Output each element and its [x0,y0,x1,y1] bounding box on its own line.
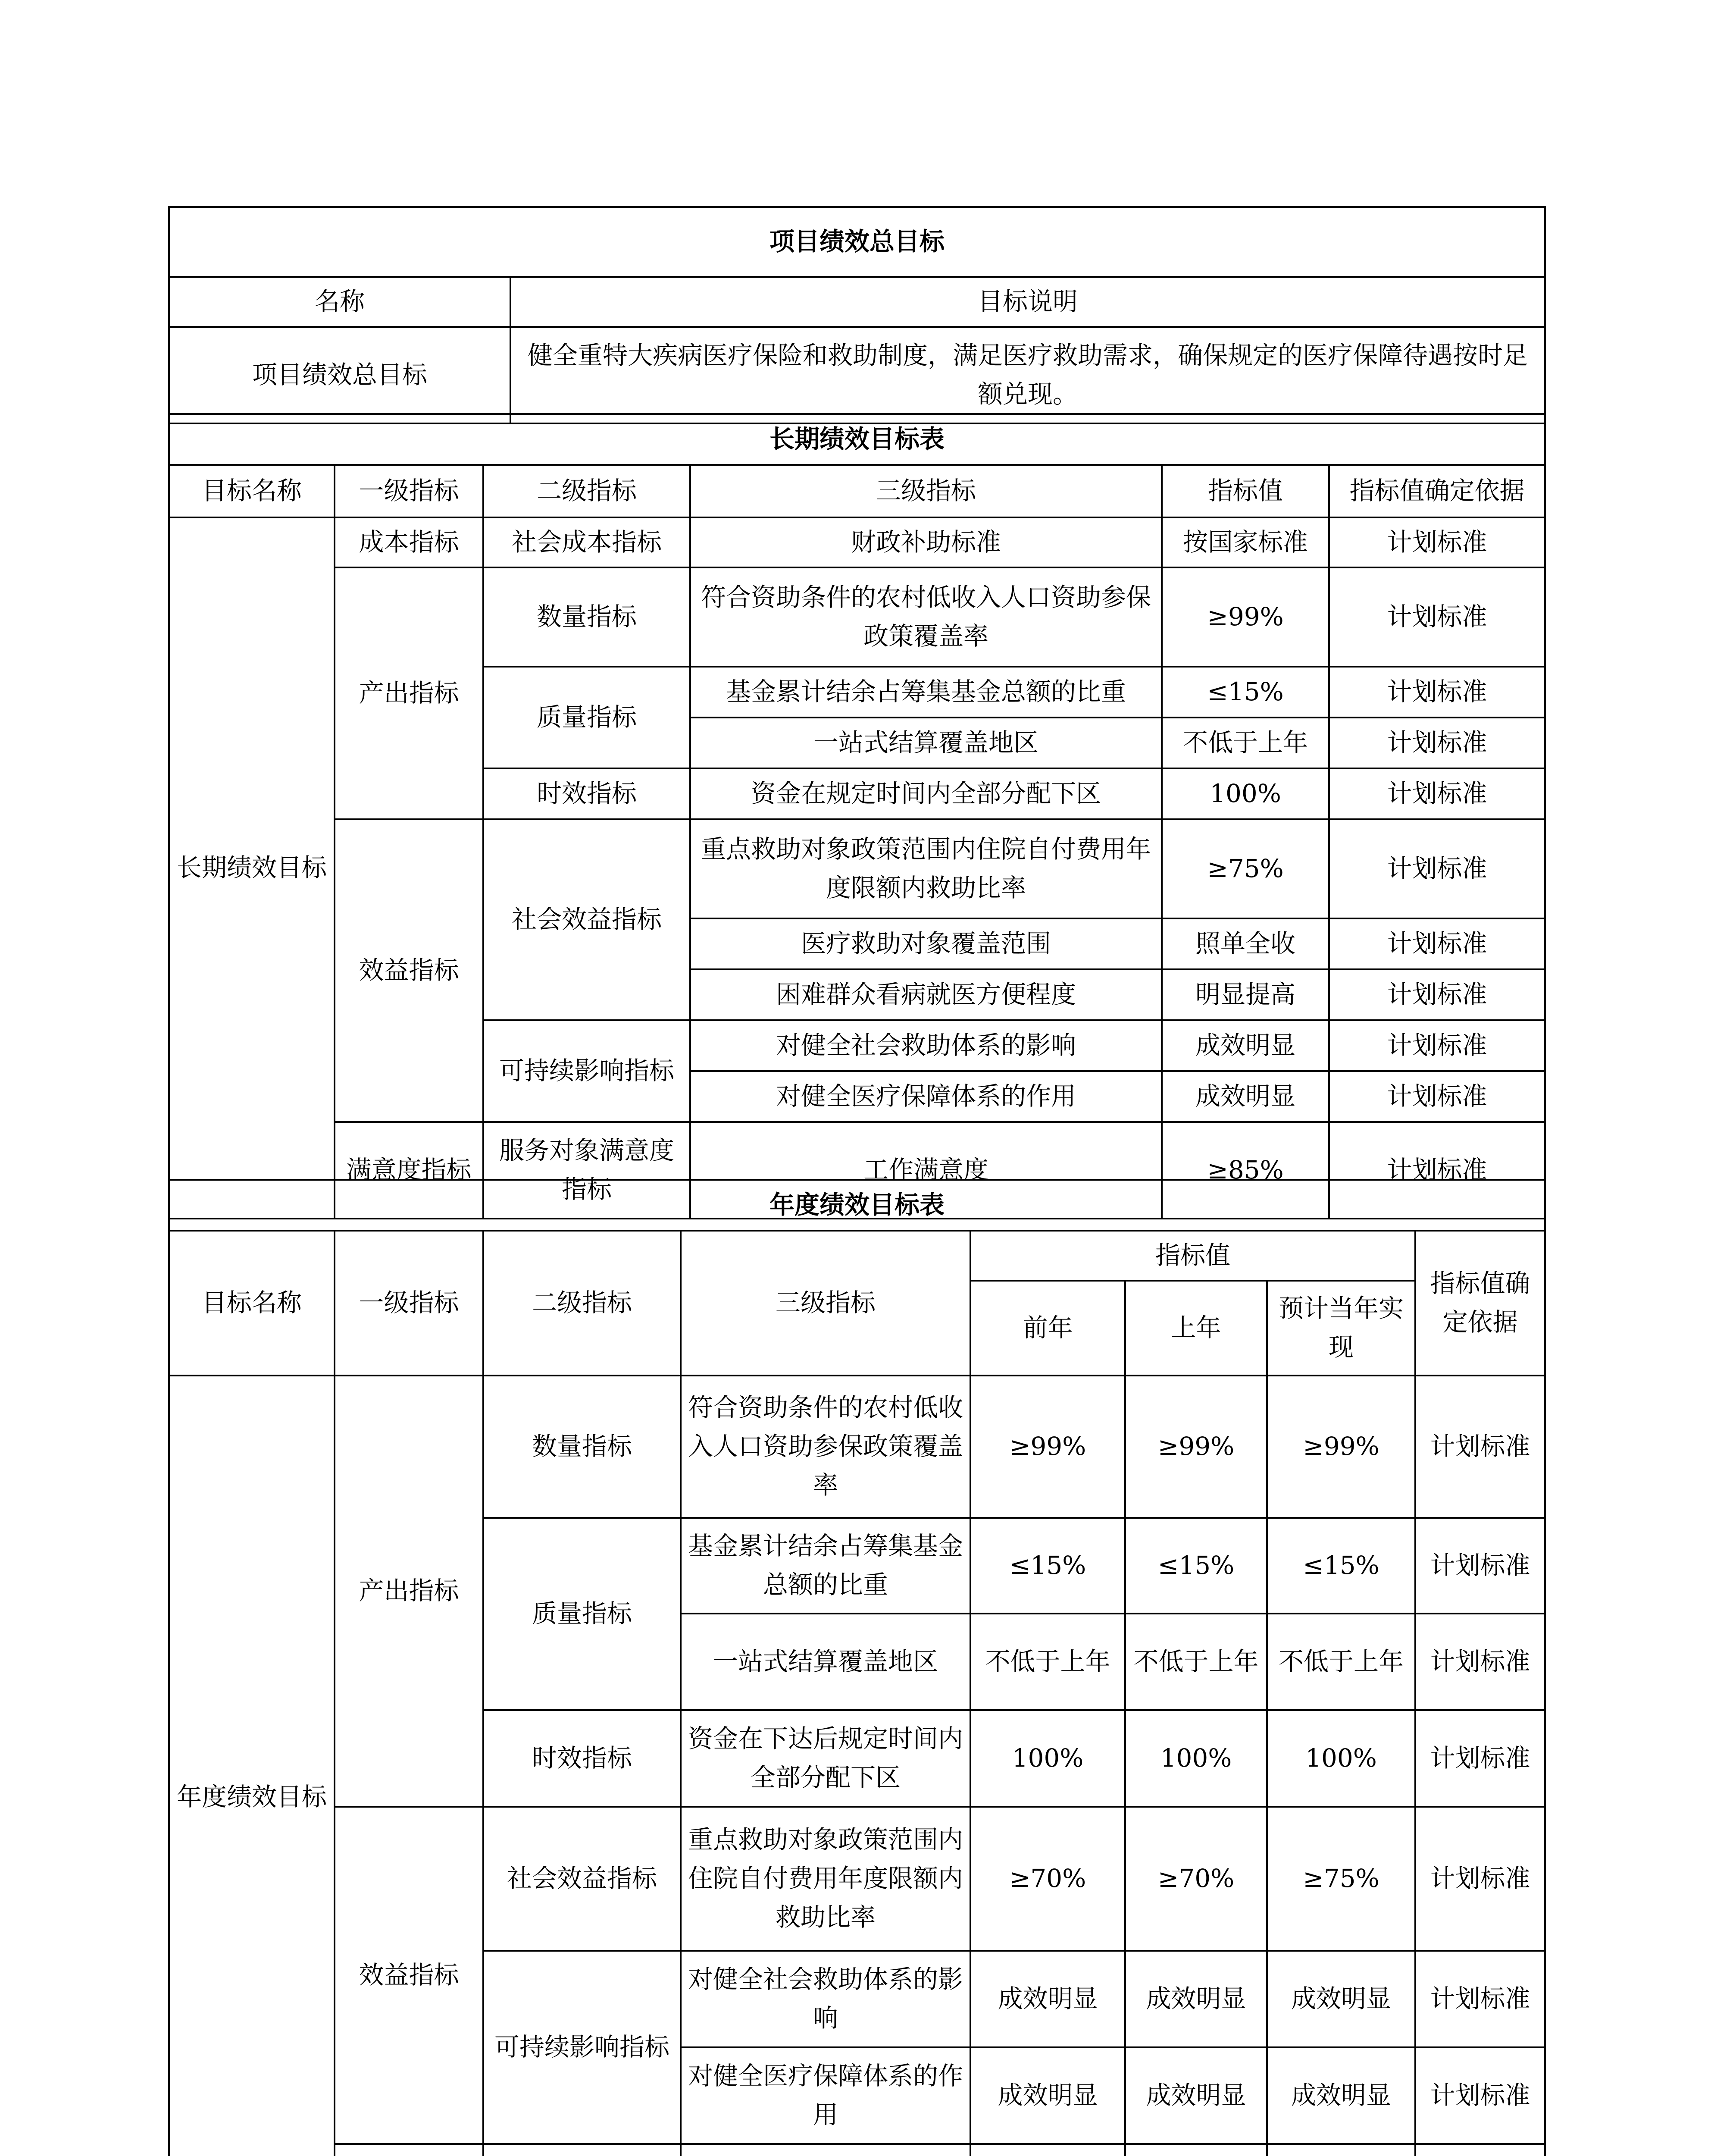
level3-cell: 重点救助对象政策范围内住院自付费用年度限额内救助比率 [681,1807,970,1951]
level2-cell: 数量指标 [483,567,690,667]
level3-cell: 重点救助对象政策范围内住院自付费用年度限额内救助比率 [690,819,1162,918]
table-row [169,1807,1545,1951]
value-cell: 照单全收 [1162,918,1329,969]
value-cell: ≥75% [1162,819,1329,918]
table-row [169,567,1545,667]
summary-title: 项目绩效总目标 [169,207,1545,277]
basis-cell: 计划标准 [1329,819,1545,918]
current-cell: 不低于上年 [1267,1614,1415,1710]
annual-table [168,1179,1546,2156]
prev-cell: 成效明显 [970,1951,1125,2047]
level3-cell: 对健全医疗保障体系的作用 [681,2047,970,2144]
prev-cell: 成效明显 [970,2047,1125,2144]
basis-cell: 计划标准 [1415,1807,1545,1951]
goal-name-cell: 长期绩效目标 [169,517,335,1219]
level2-cell: 数量指标 [483,1376,681,1518]
header-value: 指标值 [1162,465,1329,517]
value-cell: 明显提高 [1162,969,1329,1020]
header-level2: 二级指标 [483,465,690,517]
annual-title: 年度绩效目标表 [169,1180,1545,1231]
prev-cell [970,2144,1125,2156]
basis-cell: 计划标准 [1415,1710,1545,1807]
level2-cell [483,2144,681,2156]
value-cell: ≥85% [1162,1122,1329,1219]
goal-name-cell: 年度绩效目标 [169,1376,335,2156]
header-level1: 一级指标 [335,465,483,517]
level3-cell: 资金在规定时间内全部分配下区 [690,768,1162,819]
level2-cell: 社会效益指标 [483,819,690,1020]
long-term-table [168,413,1546,1219]
current-cell: ≤15% [1267,1518,1415,1614]
basis-cell: 计划标准 [1329,667,1545,718]
basis-cell: 计划标准 [1329,517,1545,567]
prev-cell: 100% [970,1710,1125,1807]
value-cell: ≤15% [1162,667,1329,718]
last-cell [1125,2144,1267,2156]
header-level2: 二级指标 [483,1231,681,1376]
basis-cell: 计划标准 [1415,1376,1545,1518]
current-cell: ≥99% [1267,1376,1415,1518]
basis-cell: 计划标准 [1329,567,1545,667]
level2-cell: 时效指标 [483,768,690,819]
value-cell: 不低于上年 [1162,718,1329,768]
prev-cell: ≤15% [970,1518,1125,1614]
value-cell: 100% [1162,768,1329,819]
level1-cell [335,2144,483,2156]
last-cell: 100% [1125,1710,1267,1807]
basis-cell: 计划标准 [1329,718,1545,768]
last-cell: ≥70% [1125,1807,1267,1951]
header-value: 指标值 [970,1231,1415,1281]
prev-cell: ≥70% [970,1807,1125,1951]
level2-cell: 社会成本指标 [483,517,690,567]
level3-cell: 对健全医疗保障体系的作用 [690,1071,1162,1122]
summary-col-name: 名称 [169,277,510,327]
header-goal-name: 目标名称 [169,465,335,517]
basis-cell: 计划标准 [1415,1614,1545,1710]
current-cell [1267,2144,1415,2156]
level3-cell: 基金累计结余占筹集基金总额的比重 [690,667,1162,718]
basis-cell: 计划标准 [1329,1071,1545,1122]
level3-cell [681,2144,970,2156]
basis-cell: 计划标准 [1415,2047,1545,2144]
level2-cell: 可持续影响指标 [483,1951,681,2144]
level2-cell: 社会效益指标 [483,1807,681,1951]
prev-cell: ≥99% [970,1376,1125,1518]
last-cell: 不低于上年 [1125,1614,1267,1710]
summary-row-name: 项目绩效总目标 [169,327,510,423]
basis-cell [1415,2144,1545,2156]
current-cell: ≥75% [1267,1807,1415,1951]
current-cell: 成效明显 [1267,2047,1415,2144]
current-cell: 成效明显 [1267,1951,1415,2047]
value-cell: 按国家标准 [1162,517,1329,567]
last-cell: 成效明显 [1125,2047,1267,2144]
level3-cell: 医疗救助对象覆盖范围 [690,918,1162,969]
header-basis: 指标值确定依据 [1415,1231,1545,1376]
level1-cell: 满意度指标 [335,1122,483,1219]
table-row [169,517,1545,567]
level3-cell: 工作满意度 [690,1122,1162,1219]
level2-cell: 可持续影响指标 [483,1020,690,1122]
header-basis: 指标值确定依据 [1329,465,1545,517]
summary-table [168,206,1546,424]
current-cell: 100% [1267,1710,1415,1807]
table-row [169,2144,1545,2156]
long-term-title: 长期绩效目标表 [169,414,1545,465]
basis-cell: 计划标准 [1329,1122,1545,1219]
last-cell: 成效明显 [1125,1951,1267,2047]
level2-cell: 质量指标 [483,667,690,768]
value-cell: 成效明显 [1162,1071,1329,1122]
level3-cell: 对健全社会救助体系的影响 [681,1951,970,2047]
header-level1: 一级指标 [335,1231,483,1376]
header-level3: 三级指标 [690,465,1162,517]
value-cell: ≥99% [1162,567,1329,667]
level3-cell: 困难群众看病就医方便程度 [690,969,1162,1020]
summary-row-desc: 健全重特大疾病医疗保险和救助制度，满足医疗救助需求，确保规定的医疗保障待遇按时足额兑现。 [510,327,1545,423]
level1-cell: 产出指标 [335,567,483,819]
basis-cell: 计划标准 [1329,1020,1545,1071]
basis-cell: 计划标准 [1329,768,1545,819]
last-cell: ≤15% [1125,1518,1267,1614]
level3-cell: 资金在下达后规定时间内全部分配下区 [681,1710,970,1807]
basis-cell: 计划标准 [1329,918,1545,969]
header-level3: 三级指标 [681,1231,970,1376]
level1-cell: 效益指标 [335,819,483,1122]
level1-cell: 产出指标 [335,1376,483,1807]
table-row [169,819,1545,918]
level3-cell: 一站式结算覆盖地区 [690,718,1162,768]
level3-cell: 一站式结算覆盖地区 [681,1614,970,1710]
table-row [169,1376,1545,1518]
level1-cell: 成本指标 [335,517,483,567]
basis-cell: 计划标准 [1415,1518,1545,1614]
level1-cell: 效益指标 [335,1807,483,2144]
basis-cell: 计划标准 [1329,969,1545,1020]
prev-cell: 不低于上年 [970,1614,1125,1710]
header-last-year: 上年 [1125,1281,1267,1376]
level3-cell: 财政补助标准 [690,517,1162,567]
level3-cell: 符合资助条件的农村低收入人口资助参保政策覆盖率 [690,567,1162,667]
value-cell: 成效明显 [1162,1020,1329,1071]
header-prev-year: 前年 [970,1281,1125,1376]
basis-cell: 计划标准 [1415,1951,1545,2047]
level2-cell: 服务对象满意度指标 [483,1122,690,1219]
summary-col-desc: 目标说明 [510,277,1545,327]
level2-cell: 时效指标 [483,1710,681,1807]
header-current-year: 预计当年实现 [1267,1281,1415,1376]
last-cell: ≥99% [1125,1376,1267,1518]
level2-cell: 质量指标 [483,1518,681,1710]
level3-cell: 符合资助条件的农村低收入人口资助参保政策覆盖率 [681,1376,970,1518]
level3-cell: 基金累计结余占筹集基金总额的比重 [681,1518,970,1614]
level3-cell: 对健全社会救助体系的影响 [690,1020,1162,1071]
header-goal-name: 目标名称 [169,1231,335,1376]
